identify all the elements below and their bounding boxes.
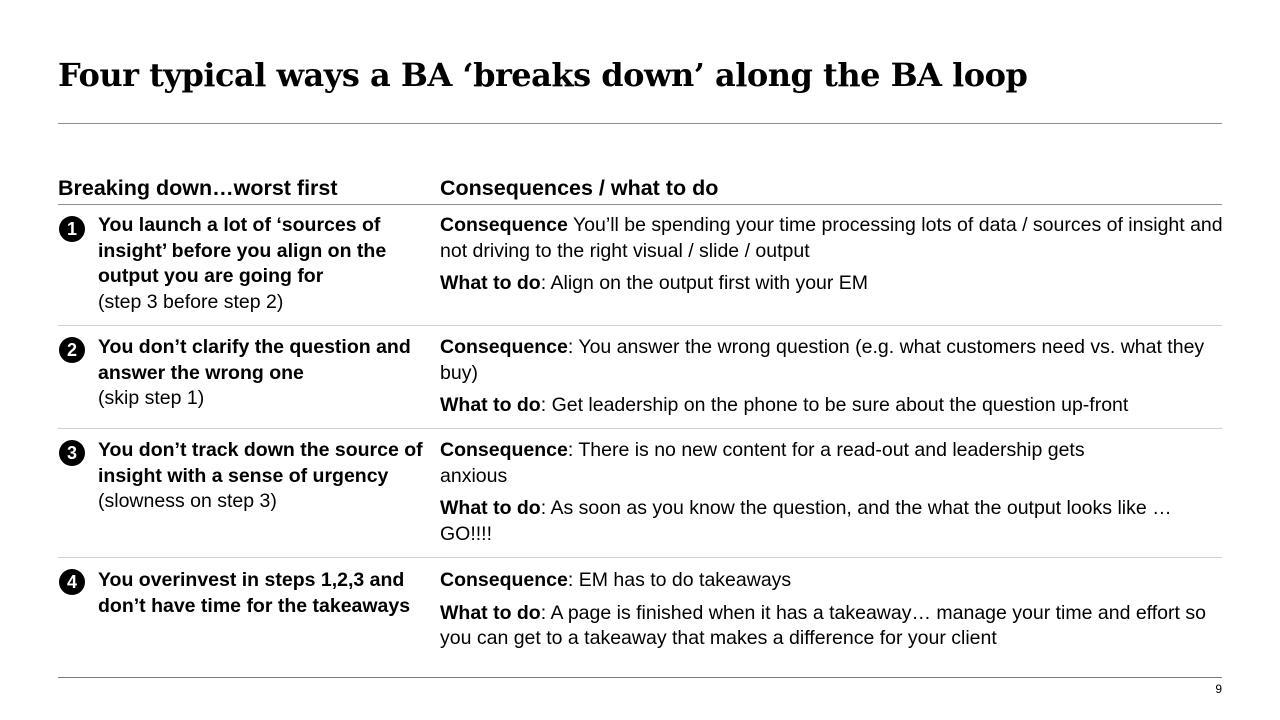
todo-paragraph (440, 393, 1230, 419)
breakdown-label: You overinvest in steps 1,2,3 and don’t have time for the takeaways (98, 569, 411, 617)
consequence-separator: : (567, 336, 579, 358)
todo-separator: : (540, 394, 552, 416)
breakdown-cell (98, 568, 438, 619)
title-divider (58, 123, 1222, 124)
consequence-separator: : (567, 439, 579, 461)
consequence-label: Consequence (440, 214, 568, 236)
table-header (58, 173, 1222, 205)
consequence-paragraph (440, 568, 1210, 594)
breakdown-cell (98, 438, 438, 515)
todo-text: Align on the output first with your EM (550, 272, 869, 294)
breakdown-label: You don’t track down the source of insight with a sense of urgency (98, 439, 423, 487)
todo-text: Get leadership on the phone to be sure about the question up-front (551, 394, 1129, 416)
todo-separator: : (540, 497, 551, 519)
consequence-cell (440, 438, 1172, 554)
number-badge: 4 (59, 569, 85, 595)
table-row (58, 429, 1222, 558)
consequence-paragraph (440, 213, 1230, 264)
consequence-text: You answer the wrong question (e.g. what customers need vs. what they buy) (440, 336, 1205, 384)
column-header-breaking-down: Breaking down…worst first (58, 176, 338, 200)
breakdown-step: (slowness on step 3) (98, 490, 277, 512)
todo-text: A page is finished when it has a takeaway… manage your time and effort so you can get to a takeaway that makes a difference for your client (440, 601, 1206, 649)
consequence-paragraph (440, 438, 1120, 489)
consequence-label: Consequence (440, 439, 568, 461)
todo-text: As soon as you know the question, and the what the output looks like … GO!!!! (440, 497, 1172, 545)
number-badge: 1 (59, 216, 85, 242)
breakdown-step: (step 3 before step 2) (98, 290, 284, 313)
breakdown-label: You launch a lot of ‘sources of insight’ before you align on the output you are going for (98, 214, 387, 287)
todo-paragraph (440, 601, 1210, 652)
number-badge: 2 (59, 337, 85, 363)
consequence-text: You’ll be spending your time processing lots of data / sources of insight and not driving to the right visual / slide / output (440, 214, 1223, 262)
todo-paragraph (440, 496, 1200, 547)
consequence-cell (440, 568, 1210, 659)
todo-separator: : (540, 601, 551, 624)
breakdown-step: (skip step 1) (98, 387, 205, 409)
todo-paragraph (440, 271, 1230, 297)
consequence-cell (440, 213, 1230, 304)
todo-label: What to do (440, 272, 541, 294)
consequence-label: Consequence (440, 336, 568, 358)
breakdown-cell (98, 213, 438, 315)
consequence-label: Consequence (440, 569, 568, 591)
table-row (58, 326, 1222, 429)
consequence-text: EM has to do takeaways (578, 569, 792, 591)
todo-separator: : (540, 272, 551, 294)
todo-label: What to do (440, 497, 541, 519)
footer-divider (58, 677, 1222, 678)
consequence-separator: : (567, 569, 579, 591)
consequence-cell (440, 335, 1230, 426)
consequence-text: There is no new content for a read-out and leadership gets anxious (440, 439, 1085, 487)
todo-label: What to do (440, 601, 541, 624)
page-number: 9 (1215, 682, 1222, 696)
consequence-paragraph (440, 335, 1230, 386)
column-header-consequences: Consequences / what to do (440, 176, 719, 200)
breakdown-cell (98, 335, 438, 412)
page-title: Four typical ways a BA ‘breaks down’ along the BA loop (58, 56, 1028, 94)
table-row (58, 205, 1222, 326)
breakdown-label: You don’t clarify the question and answer the wrong one (98, 336, 411, 384)
todo-label: What to do (440, 394, 541, 416)
table-row (58, 558, 1222, 668)
number-badge: 3 (59, 440, 85, 466)
